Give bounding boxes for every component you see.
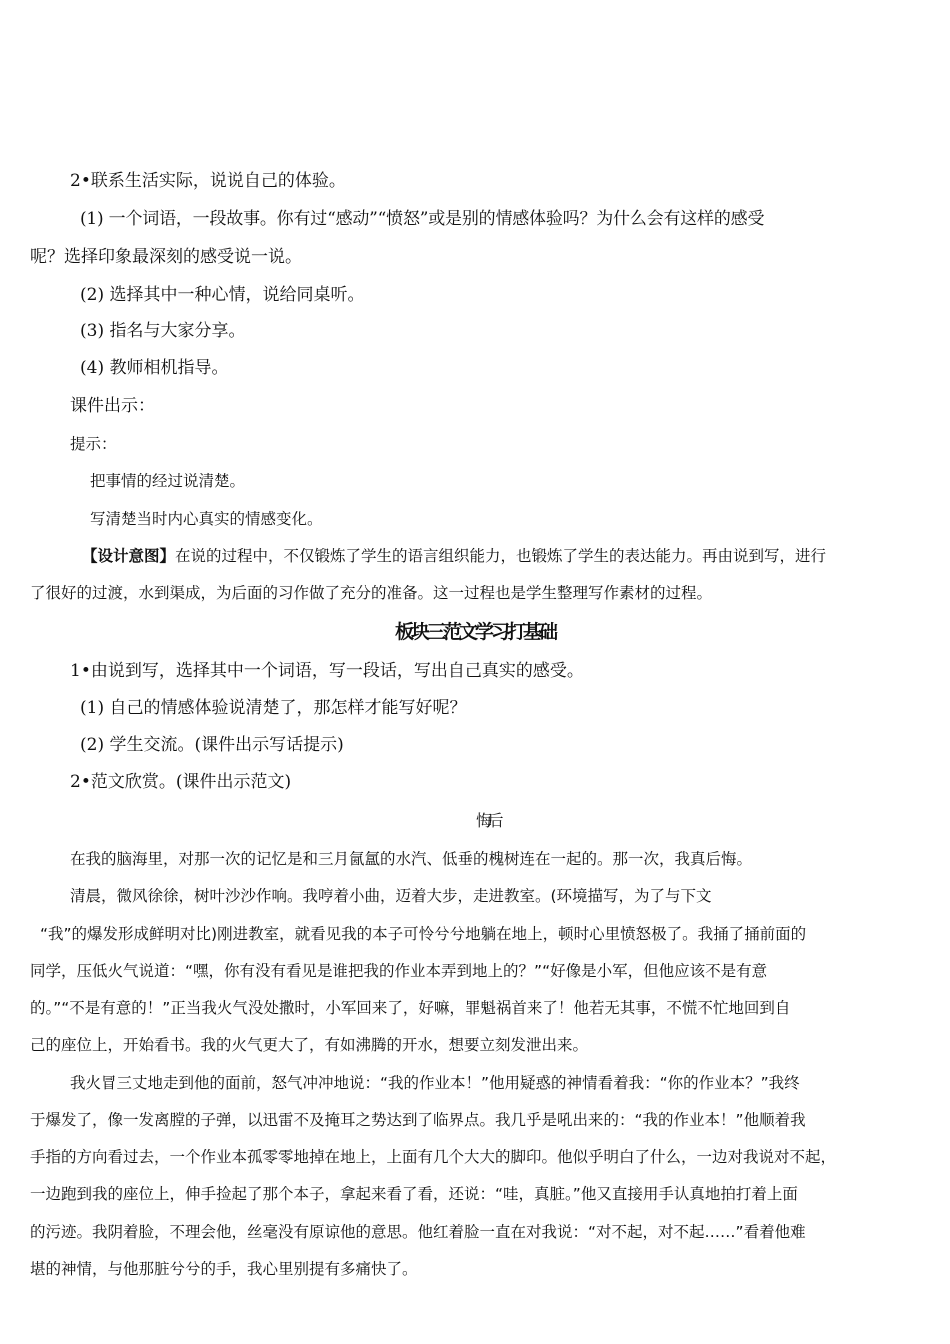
- tip-item-2: 写清楚当时内心真实的情感变化。: [90, 510, 323, 528]
- design-intent-cont: 了很好的过渡，水到渠成，为后面的习作做了充分的准备。这一过程也是学生整理写作素材的过程。: [30, 584, 713, 602]
- essay-paragraph-3-line-5: 的污迹。我阴着脸，不理会他，丝毫没有原谅他的意思。他红着脸一直在对我说：“对不起，对不起……”看着他难: [30, 1223, 806, 1241]
- essay-paragraph-2-line-5: 己的座位上，开始看书。我的火气更大了，有如沸腾的开水，想要立刻发泄出来。: [30, 1036, 589, 1054]
- question-item-3: (3) 指名与大家分享。: [80, 321, 246, 341]
- tips-label: 提示：: [70, 435, 117, 453]
- design-intent-text: 在说的过程中，不仅锻炼了学生的语言组织能力，也锻炼了学生的表达能力。再由说到写，进行: [175, 547, 827, 565]
- essay-paragraph-2-line-3: 同学，压低火气说道：“嘿，你有没有看见是谁把我的作业本弄到地上的？”“好像是小军，但他应该不是有意: [30, 962, 768, 980]
- design-intent-label: 【设计意图】: [82, 547, 176, 565]
- block-title: 板块三范文学习打基础: [394, 621, 555, 643]
- courseware-label: 课件出示：: [70, 396, 155, 416]
- essay-paragraph-3-line-6: 堪的神情，与他那脏兮兮的手，我心里别提有多痛快了。: [30, 1260, 418, 1278]
- essay-paragraph-2-line-4: 的。”“不是有意的！”正当我火气没处撒时，小军回来了，好嘛，罪魁祸首来了！他若无其事，不慌不忙地回到自: [30, 999, 791, 1017]
- block-sub-item-1: (1) 自己的情感体验说清楚了，那怎样才能写好呢？: [80, 698, 467, 718]
- question-item-1-cont: 呢？选择印象最深刻的感受说一说。: [30, 247, 302, 267]
- essay-paragraph-3-line-1: 我火冒三丈地走到他的面前，怒气冲冲地说：“我的作业本！”他用疑惑的神情看着我：“你的作业本？”我终: [70, 1074, 800, 1092]
- question-item-4: (4) 教师相机指导。: [80, 358, 229, 378]
- block-sub-item-2: (2) 学生交流。(课件出示写话提示): [80, 735, 344, 755]
- block-item-2: 2•范文欣赏。(课件出示范文): [70, 772, 292, 792]
- essay-paragraph-1: 在我的脑海里，对那一次的记忆是和三月氤氲的水汽、低垂的槐树连在一起的。那一次，我真后悔。: [70, 850, 753, 868]
- design-intent: [82, 545, 826, 567]
- essay-paragraph-3-line-4: 一边跑到我的座位上，伸手捡起了那个本子，拿起来看了看，还说：“哇，真脏。”他又直接用手认真地拍打着上面: [30, 1185, 798, 1203]
- section-heading: 2•联系生活实际，说说自己的体验。: [70, 171, 346, 191]
- essay-paragraph-3-line-2: 于爆发了，像一发离膛的子弹，以迅雷不及掩耳之势达到了临界点。我几乎是吼出来的：“我的作业本！”他顺着我: [30, 1111, 806, 1129]
- question-item-2: (2) 选择其中一种心情，说给同桌听。: [80, 285, 365, 305]
- essay-paragraph-3-line-3: 手指的方向看过去，一个作业本孤零零地掉在地上，上面有几个大大的脚印。他似乎明白了什么，一边对我说对不起，: [30, 1148, 837, 1166]
- essay-paragraph-2-line-2: “我”的爆发形成鲜明对比)刚进教室，就看见我的本子可怜兮兮地躺在地上，顿时心里愤怒极了。我捅了捅前面的: [40, 925, 807, 943]
- block-item-1: 1•由说到写，选择其中一个词语，写一段话，写出自己真实的感受。: [70, 661, 584, 681]
- essay-title: [0, 810, 950, 832]
- essay-paragraph-2-line-1: 清晨，微风徐徐，树叶沙沙作响。我哼着小曲，迈着大步，走进教室。(环境描写，为了与下文: [70, 887, 712, 905]
- tip-item-1: 把事情的经过说清楚。: [90, 472, 246, 490]
- question-item-1: (1) 一个词语，一段故事。你有过“感动”“愤怒”或是别的情感体验吗？为什么会有这样的感受: [80, 209, 765, 229]
